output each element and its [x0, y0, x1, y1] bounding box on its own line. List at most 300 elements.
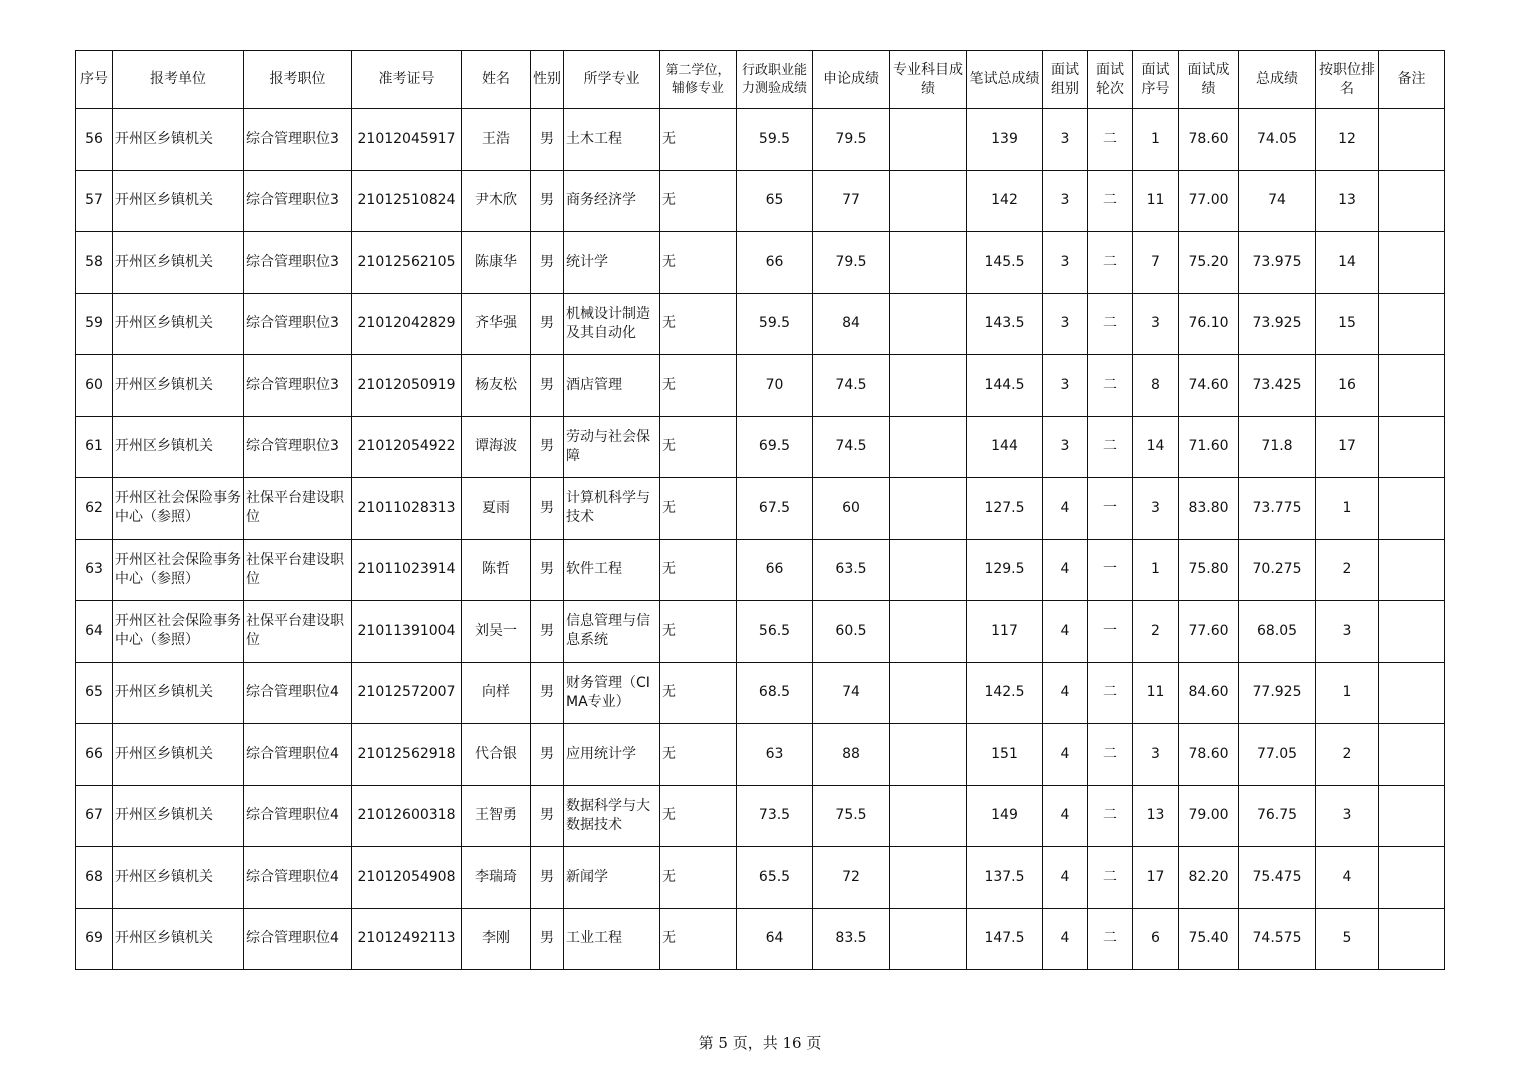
cell-interview-group: 3: [1043, 416, 1088, 478]
cell-aptitude: 66: [737, 539, 813, 601]
cell-written-total: 137.5: [967, 847, 1043, 909]
table-row: [76, 724, 1445, 786]
cell-interview-score: 77.00: [1179, 170, 1239, 232]
cell-interview-group: 4: [1043, 785, 1088, 847]
cell-gender: 男: [531, 539, 564, 601]
cell-interview-order: 2: [1133, 601, 1179, 663]
header-remarks: 备注: [1379, 51, 1445, 109]
cell-interview-score: 77.60: [1179, 601, 1239, 663]
cell-aptitude: 65.5: [737, 847, 813, 909]
cell-interview-group: 4: [1043, 539, 1088, 601]
cell-interview-score: 75.20: [1179, 232, 1239, 294]
cell-interview-order: 13: [1133, 785, 1179, 847]
cell-position: 综合管理职位4: [244, 847, 352, 909]
cell-interview-round: 一: [1088, 478, 1133, 540]
header-name: 姓名: [462, 51, 531, 109]
cell-aptitude: 59.5: [737, 109, 813, 171]
cell-seq: 62: [76, 478, 113, 540]
cell-second-degree: 无: [660, 293, 737, 355]
table-row: [76, 601, 1445, 663]
cell-interview-round: 二: [1088, 170, 1133, 232]
header-interview-order: 面试序号: [1133, 51, 1179, 109]
header-essay: 申论成绩: [813, 51, 890, 109]
cell-major: 信息管理与信息系统: [564, 601, 660, 663]
cell-interview-score: 75.40: [1179, 908, 1239, 970]
table-row: [76, 908, 1445, 970]
cell-exam-id: 21011023914: [352, 539, 462, 601]
cell-major: 软件工程: [564, 539, 660, 601]
cell-aptitude: 65: [737, 170, 813, 232]
cell-exam-id: 21012572007: [352, 662, 462, 724]
cell-interview-round: 二: [1088, 293, 1133, 355]
table-row: [76, 847, 1445, 909]
cell-name: 王浩: [462, 109, 531, 171]
cell-second-degree: 无: [660, 232, 737, 294]
cell-remarks: [1379, 847, 1445, 909]
cell-unit: 开州区乡镇机关: [113, 293, 244, 355]
cell-remarks: [1379, 478, 1445, 540]
cell-written-total: 139: [967, 109, 1043, 171]
cell-specialty: [890, 478, 967, 540]
cell-seq: 64: [76, 601, 113, 663]
cell-position: 综合管理职位3: [244, 170, 352, 232]
cell-remarks: [1379, 724, 1445, 786]
cell-exam-id: 21012050919: [352, 355, 462, 417]
cell-essay: 72: [813, 847, 890, 909]
table-row: [76, 785, 1445, 847]
cell-major: 商务经济学: [564, 170, 660, 232]
cell-written-total: 127.5: [967, 478, 1043, 540]
cell-remarks: [1379, 170, 1445, 232]
cell-second-degree: 无: [660, 601, 737, 663]
cell-aptitude: 68.5: [737, 662, 813, 724]
cell-essay: 79.5: [813, 109, 890, 171]
cell-exam-id: 21012562918: [352, 724, 462, 786]
cell-exam-id: 21012492113: [352, 908, 462, 970]
cell-position: 社保平台建设职位: [244, 478, 352, 540]
cell-position: 综合管理职位3: [244, 232, 352, 294]
cell-essay: 60: [813, 478, 890, 540]
cell-major: 计算机科学与技术: [564, 478, 660, 540]
cell-interview-score: 71.60: [1179, 416, 1239, 478]
cell-aptitude: 63: [737, 724, 813, 786]
cell-total: 71.8: [1239, 416, 1316, 478]
cell-major: 统计学: [564, 232, 660, 294]
cell-major: 劳动与社会保障: [564, 416, 660, 478]
cell-gender: 男: [531, 662, 564, 724]
cell-exam-id: 21011391004: [352, 601, 462, 663]
cell-essay: 88: [813, 724, 890, 786]
cell-position: 综合管理职位4: [244, 785, 352, 847]
table-row: [76, 170, 1445, 232]
cell-name: 齐华强: [462, 293, 531, 355]
cell-seq: 63: [76, 539, 113, 601]
cell-interview-round: 二: [1088, 847, 1133, 909]
header-interview-score: 面试成绩: [1179, 51, 1239, 109]
cell-total: 70.275: [1239, 539, 1316, 601]
cell-unit: 开州区乡镇机关: [113, 355, 244, 417]
cell-interview-group: 3: [1043, 293, 1088, 355]
cell-interview-group: 4: [1043, 601, 1088, 663]
cell-rank: 2: [1316, 724, 1379, 786]
cell-exam-id: 21012600318: [352, 785, 462, 847]
cell-unit: 开州区社会保险事务中心（参照）: [113, 478, 244, 540]
cell-aptitude: 67.5: [737, 478, 813, 540]
table-header-row: [76, 51, 1445, 109]
cell-name: 李刚: [462, 908, 531, 970]
header-position: 报考职位: [244, 51, 352, 109]
cell-exam-id: 21011028313: [352, 478, 462, 540]
cell-interview-score: 82.20: [1179, 847, 1239, 909]
cell-unit: 开州区乡镇机关: [113, 847, 244, 909]
cell-written-total: 151: [967, 724, 1043, 786]
cell-written-total: 149: [967, 785, 1043, 847]
cell-interview-order: 7: [1133, 232, 1179, 294]
cell-second-degree: 无: [660, 478, 737, 540]
cell-total: 75.475: [1239, 847, 1316, 909]
cell-seq: 56: [76, 109, 113, 171]
cell-second-degree: 无: [660, 847, 737, 909]
cell-unit: 开州区乡镇机关: [113, 232, 244, 294]
cell-interview-score: 74.60: [1179, 355, 1239, 417]
cell-aptitude: 64: [737, 908, 813, 970]
cell-specialty: [890, 785, 967, 847]
cell-specialty: [890, 170, 967, 232]
cell-written-total: 147.5: [967, 908, 1043, 970]
cell-gender: 男: [531, 232, 564, 294]
cell-rank: 1: [1316, 478, 1379, 540]
cell-exam-id: 21012042829: [352, 293, 462, 355]
score-table: [75, 50, 1445, 970]
cell-exam-id: 21012510824: [352, 170, 462, 232]
cell-rank: 13: [1316, 170, 1379, 232]
cell-seq: 57: [76, 170, 113, 232]
cell-name: 尹木欣: [462, 170, 531, 232]
cell-name: 杨友松: [462, 355, 531, 417]
cell-interview-round: 二: [1088, 662, 1133, 724]
cell-essay: 60.5: [813, 601, 890, 663]
cell-second-degree: 无: [660, 355, 737, 417]
cell-specialty: [890, 109, 967, 171]
cell-gender: 男: [531, 724, 564, 786]
cell-written-total: 145.5: [967, 232, 1043, 294]
cell-name: 向样: [462, 662, 531, 724]
cell-name: 王智勇: [462, 785, 531, 847]
cell-gender: 男: [531, 847, 564, 909]
cell-position: 综合管理职位3: [244, 355, 352, 417]
cell-unit: 开州区乡镇机关: [113, 908, 244, 970]
cell-written-total: 129.5: [967, 539, 1043, 601]
cell-position: 综合管理职位4: [244, 724, 352, 786]
cell-position: 综合管理职位4: [244, 662, 352, 724]
cell-specialty: [890, 232, 967, 294]
cell-major: 数据科学与大数据技术: [564, 785, 660, 847]
cell-unit: 开州区社会保险事务中心（参照）: [113, 539, 244, 601]
cell-total: 77.925: [1239, 662, 1316, 724]
cell-unit: 开州区乡镇机关: [113, 170, 244, 232]
cell-rank: 17: [1316, 416, 1379, 478]
cell-seq: 66: [76, 724, 113, 786]
cell-interview-group: 4: [1043, 724, 1088, 786]
page-number: 第 5 页，共 16 页: [698, 1034, 822, 1052]
cell-total: 74.05: [1239, 109, 1316, 171]
cell-aptitude: 59.5: [737, 293, 813, 355]
cell-essay: 74.5: [813, 416, 890, 478]
cell-interview-order: 14: [1133, 416, 1179, 478]
cell-major: 土木工程: [564, 109, 660, 171]
cell-seq: 68: [76, 847, 113, 909]
cell-rank: 5: [1316, 908, 1379, 970]
cell-interview-group: 4: [1043, 908, 1088, 970]
table-row: [76, 478, 1445, 540]
cell-aptitude: 70: [737, 355, 813, 417]
cell-interview-score: 78.60: [1179, 724, 1239, 786]
cell-interview-order: 6: [1133, 908, 1179, 970]
cell-name: 陈哲: [462, 539, 531, 601]
header-gender: 性别: [531, 51, 564, 109]
cell-interview-score: 79.00: [1179, 785, 1239, 847]
cell-specialty: [890, 539, 967, 601]
cell-total: 74.575: [1239, 908, 1316, 970]
cell-essay: 75.5: [813, 785, 890, 847]
header-major: 所学专业: [564, 51, 660, 109]
cell-seq: 58: [76, 232, 113, 294]
cell-major: 新闻学: [564, 847, 660, 909]
cell-total: 73.925: [1239, 293, 1316, 355]
cell-essay: 84: [813, 293, 890, 355]
cell-interview-order: 1: [1133, 109, 1179, 171]
cell-specialty: [890, 416, 967, 478]
cell-major: 酒店管理: [564, 355, 660, 417]
cell-major: 机械设计制造及其自动化: [564, 293, 660, 355]
cell-exam-id: 21012045917: [352, 109, 462, 171]
cell-remarks: [1379, 293, 1445, 355]
cell-name: 刘吴一: [462, 601, 531, 663]
cell-rank: 16: [1316, 355, 1379, 417]
cell-second-degree: 无: [660, 785, 737, 847]
cell-total: 73.425: [1239, 355, 1316, 417]
cell-essay: 63.5: [813, 539, 890, 601]
cell-remarks: [1379, 908, 1445, 970]
cell-aptitude: 66: [737, 232, 813, 294]
cell-seq: 59: [76, 293, 113, 355]
cell-seq: 67: [76, 785, 113, 847]
cell-specialty: [890, 355, 967, 417]
cell-position: 综合管理职位3: [244, 293, 352, 355]
cell-remarks: [1379, 785, 1445, 847]
cell-written-total: 144.5: [967, 355, 1043, 417]
table-row: [76, 355, 1445, 417]
cell-interview-order: 3: [1133, 478, 1179, 540]
cell-seq: 61: [76, 416, 113, 478]
cell-interview-round: 一: [1088, 601, 1133, 663]
cell-major: 工业工程: [564, 908, 660, 970]
header-interview-round: 面试轮次: [1088, 51, 1133, 109]
table-row: [76, 416, 1445, 478]
header-written-total: 笔试总成绩: [967, 51, 1043, 109]
cell-second-degree: 无: [660, 662, 737, 724]
cell-name: 代合银: [462, 724, 531, 786]
cell-interview-group: 3: [1043, 355, 1088, 417]
cell-exam-id: 21012054908: [352, 847, 462, 909]
cell-exam-id: 21012562105: [352, 232, 462, 294]
cell-total: 74: [1239, 170, 1316, 232]
cell-interview-order: 1: [1133, 539, 1179, 601]
cell-written-total: 117: [967, 601, 1043, 663]
cell-essay: 83.5: [813, 908, 890, 970]
cell-aptitude: 69.5: [737, 416, 813, 478]
cell-rank: 3: [1316, 601, 1379, 663]
cell-major: 财务管理（CIMA专业）: [564, 662, 660, 724]
header-rank: 按职位排名: [1316, 51, 1379, 109]
table-body: [76, 109, 1445, 970]
cell-rank: 4: [1316, 847, 1379, 909]
cell-remarks: [1379, 539, 1445, 601]
cell-interview-group: 3: [1043, 232, 1088, 294]
header-specialty: 专业科目成绩: [890, 51, 967, 109]
cell-specialty: [890, 847, 967, 909]
cell-total: 68.05: [1239, 601, 1316, 663]
cell-unit: 开州区乡镇机关: [113, 416, 244, 478]
cell-rank: 3: [1316, 785, 1379, 847]
cell-interview-order: 11: [1133, 170, 1179, 232]
cell-interview-score: 83.80: [1179, 478, 1239, 540]
cell-written-total: 143.5: [967, 293, 1043, 355]
cell-gender: 男: [531, 785, 564, 847]
cell-interview-round: 二: [1088, 416, 1133, 478]
cell-remarks: [1379, 601, 1445, 663]
cell-second-degree: 无: [660, 170, 737, 232]
cell-position: 综合管理职位3: [244, 416, 352, 478]
cell-interview-order: 17: [1133, 847, 1179, 909]
cell-interview-group: 3: [1043, 109, 1088, 171]
cell-remarks: [1379, 355, 1445, 417]
cell-interview-group: 4: [1043, 662, 1088, 724]
cell-interview-round: 二: [1088, 785, 1133, 847]
cell-interview-score: 75.80: [1179, 539, 1239, 601]
cell-written-total: 142.5: [967, 662, 1043, 724]
cell-essay: 74.5: [813, 355, 890, 417]
cell-interview-group: 4: [1043, 847, 1088, 909]
cell-name: 陈康华: [462, 232, 531, 294]
cell-interview-round: 二: [1088, 109, 1133, 171]
cell-interview-order: 11: [1133, 662, 1179, 724]
header-exam-id: 准考证号: [352, 51, 462, 109]
header-second-degree: 第二学位，辅修专业: [660, 51, 737, 109]
cell-rank: 12: [1316, 109, 1379, 171]
cell-unit: 开州区乡镇机关: [113, 109, 244, 171]
cell-remarks: [1379, 662, 1445, 724]
cell-specialty: [890, 601, 967, 663]
cell-interview-round: 二: [1088, 908, 1133, 970]
cell-remarks: [1379, 416, 1445, 478]
cell-name: 夏雨: [462, 478, 531, 540]
cell-specialty: [890, 908, 967, 970]
cell-unit: 开州区社会保险事务中心（参照）: [113, 601, 244, 663]
cell-unit: 开州区乡镇机关: [113, 662, 244, 724]
cell-unit: 开州区乡镇机关: [113, 785, 244, 847]
cell-interview-round: 二: [1088, 355, 1133, 417]
cell-exam-id: 21012054922: [352, 416, 462, 478]
header-total: 总成绩: [1239, 51, 1316, 109]
cell-major: 应用统计学: [564, 724, 660, 786]
cell-rank: 2: [1316, 539, 1379, 601]
cell-position: 综合管理职位3: [244, 109, 352, 171]
cell-specialty: [890, 662, 967, 724]
cell-position: 社保平台建设职位: [244, 539, 352, 601]
cell-name: 谭海波: [462, 416, 531, 478]
cell-interview-round: 二: [1088, 232, 1133, 294]
cell-gender: 男: [531, 170, 564, 232]
cell-interview-score: 84.60: [1179, 662, 1239, 724]
cell-rank: 14: [1316, 232, 1379, 294]
cell-written-total: 144: [967, 416, 1043, 478]
cell-second-degree: 无: [660, 416, 737, 478]
cell-total: 77.05: [1239, 724, 1316, 786]
cell-seq: 65: [76, 662, 113, 724]
cell-rank: 1: [1316, 662, 1379, 724]
cell-remarks: [1379, 232, 1445, 294]
cell-name: 李瑞琦: [462, 847, 531, 909]
cell-specialty: [890, 293, 967, 355]
cell-interview-group: 3: [1043, 170, 1088, 232]
header-unit: 报考单位: [113, 51, 244, 109]
cell-aptitude: 73.5: [737, 785, 813, 847]
cell-interview-order: 8: [1133, 355, 1179, 417]
cell-seq: 60: [76, 355, 113, 417]
table-row: [76, 293, 1445, 355]
cell-total: 73.775: [1239, 478, 1316, 540]
cell-position: 综合管理职位4: [244, 908, 352, 970]
cell-essay: 79.5: [813, 232, 890, 294]
cell-total: 76.75: [1239, 785, 1316, 847]
cell-specialty: [890, 724, 967, 786]
cell-essay: 77: [813, 170, 890, 232]
cell-gender: 男: [531, 478, 564, 540]
cell-written-total: 142: [967, 170, 1043, 232]
cell-gender: 男: [531, 109, 564, 171]
table-row: [76, 109, 1445, 171]
cell-total: 73.975: [1239, 232, 1316, 294]
header-seq: 序号: [76, 51, 113, 109]
cell-remarks: [1379, 109, 1445, 171]
cell-interview-score: 76.10: [1179, 293, 1239, 355]
cell-gender: 男: [531, 908, 564, 970]
cell-unit: 开州区乡镇机关: [113, 724, 244, 786]
cell-second-degree: 无: [660, 908, 737, 970]
table-row: [76, 539, 1445, 601]
cell-rank: 15: [1316, 293, 1379, 355]
cell-aptitude: 56.5: [737, 601, 813, 663]
cell-second-degree: 无: [660, 109, 737, 171]
cell-gender: 男: [531, 293, 564, 355]
cell-second-degree: 无: [660, 539, 737, 601]
cell-gender: 男: [531, 355, 564, 417]
cell-interview-round: 二: [1088, 724, 1133, 786]
cell-gender: 男: [531, 601, 564, 663]
cell-interview-score: 78.60: [1179, 109, 1239, 171]
cell-interview-group: 4: [1043, 478, 1088, 540]
header-interview-group: 面试组别: [1043, 51, 1088, 109]
cell-position: 社保平台建设职位: [244, 601, 352, 663]
cell-gender: 男: [531, 416, 564, 478]
cell-interview-round: 一: [1088, 539, 1133, 601]
table-row: [76, 662, 1445, 724]
header-aptitude: 行政职业能力测验成绩: [737, 51, 813, 109]
cell-essay: 74: [813, 662, 890, 724]
cell-second-degree: 无: [660, 724, 737, 786]
table-row: [76, 232, 1445, 294]
